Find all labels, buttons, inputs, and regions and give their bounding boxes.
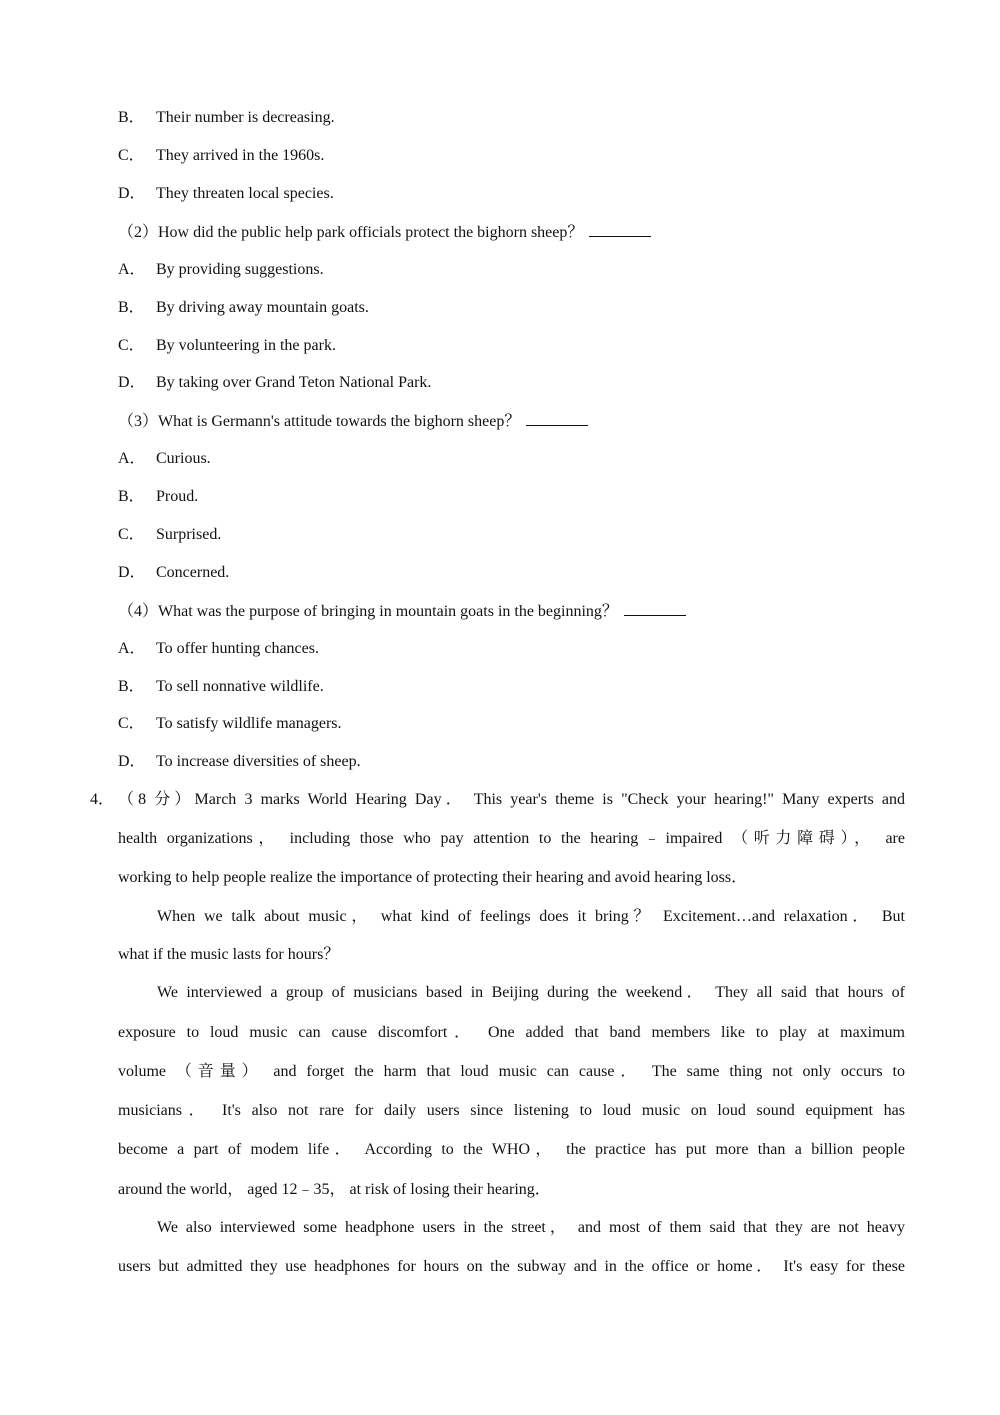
option-label: A． (118, 640, 146, 657)
passage-line: musicians． It's also not rare for daily users since listening to loud music on loud sound equipment has (118, 1102, 905, 1119)
passage-line: working to help people realize the importance of protecting their hearing and avoid hearing loss． (118, 869, 748, 886)
q3-option-c (118, 525, 221, 545)
option-label: D． (118, 753, 146, 770)
q4-option-a (118, 639, 319, 659)
q2-option-d (118, 373, 431, 393)
q2-option-c (118, 336, 336, 356)
option-label: C． (118, 337, 145, 354)
option-text: To sell nonnative wildlife. (156, 678, 324, 695)
q3-question (118, 411, 588, 432)
passage-line: When we talk about music， what kind of feelings does it bring？ Excitement…and relaxation． But (157, 908, 905, 925)
answer-blank[interactable] (589, 222, 651, 237)
q4-question (118, 601, 686, 622)
option-text: They arrived in the 1960s. (156, 147, 325, 164)
option-label: C． (118, 715, 145, 732)
passage-line: （8 分）March 3 marks World Hearing Day． This year's theme is "Check your hearing!" Many experts and (118, 791, 905, 808)
option-text: By providing suggestions. (156, 261, 324, 278)
passage-line: exposure to loud music can cause discomfort． One added that band members like to play at maximum (118, 1024, 905, 1041)
passage-line: We also interviewed some headphone users in the street， and most of them said that they are not heavy (157, 1219, 905, 1236)
q4-option-c (118, 714, 342, 734)
answer-blank[interactable] (624, 601, 686, 616)
q2-question (118, 222, 651, 243)
passage-line: We interviewed a group of musicians based in Beijing during the weekend． They all said that hours of (157, 984, 905, 1001)
option-label: D． (118, 564, 146, 581)
q1-option-b (118, 108, 335, 128)
option-label: A． (118, 450, 146, 467)
option-label: D． (118, 185, 146, 202)
option-text: To offer hunting chances. (156, 640, 319, 657)
option-text: Proud. (156, 488, 199, 505)
passage-number: 4． (90, 791, 115, 808)
option-label: B． (118, 678, 145, 695)
option-text: By driving away mountain goats. (156, 299, 369, 316)
option-label: B． (118, 299, 145, 316)
option-text: Curious. (156, 450, 211, 467)
passage-line: around the world， aged 12﹣35， at risk of losing their hearing． (118, 1181, 551, 1198)
q4-option-b (118, 677, 324, 697)
q3-option-d (118, 563, 229, 583)
passage-line: what if the music lasts for hours？ (118, 946, 340, 963)
option-text: By volunteering in the park. (156, 337, 336, 354)
option-text: Their number is decreasing. (156, 109, 335, 126)
option-text: Concerned. (156, 564, 230, 581)
q4-option-d (118, 752, 361, 772)
question-text: （4）What was the purpose of bringing in mountain goats in the beginning？ (118, 603, 618, 620)
q3-option-b (118, 487, 198, 507)
question-text: （3）What is Germann's attitude towards the bighorn sheep？ (118, 413, 521, 430)
q2-option-b (118, 298, 369, 318)
option-label: B． (118, 109, 145, 126)
answer-blank[interactable] (526, 411, 588, 426)
option-label: B． (118, 488, 145, 505)
option-label: D． (118, 374, 146, 391)
question-text: （2）How did the public help park officials protect the bighorn sheep？ (118, 224, 584, 241)
passage-line: become a part of modem life． According to the WHO， the practice has put more than a billion people (118, 1141, 906, 1158)
option-text: Surprised. (156, 526, 222, 543)
option-text: To satisfy wildlife managers. (156, 715, 342, 732)
option-label: A． (118, 261, 146, 278)
option-label: C． (118, 526, 145, 543)
q1-option-d (118, 184, 334, 204)
option-label: C． (118, 147, 145, 164)
q1-option-c (118, 146, 324, 166)
passage-line: users but admitted they use headphones for hours on the subway and in the office or home． It's easy for these (118, 1258, 905, 1275)
q3-option-a (118, 449, 211, 469)
option-text: By taking over Grand Teton National Park. (156, 374, 432, 391)
passage-line: volume （音量） and forget the harm that loud music can cause． The same thing not only occurs to (118, 1063, 905, 1080)
q2-option-a (118, 260, 324, 280)
option-text: They threaten local species. (156, 185, 334, 202)
passage-line: health organizations， including those who pay attention to the hearing﹣impaired （听力障碍）， are (118, 830, 905, 847)
option-text: To increase diversities of sheep. (156, 753, 361, 770)
